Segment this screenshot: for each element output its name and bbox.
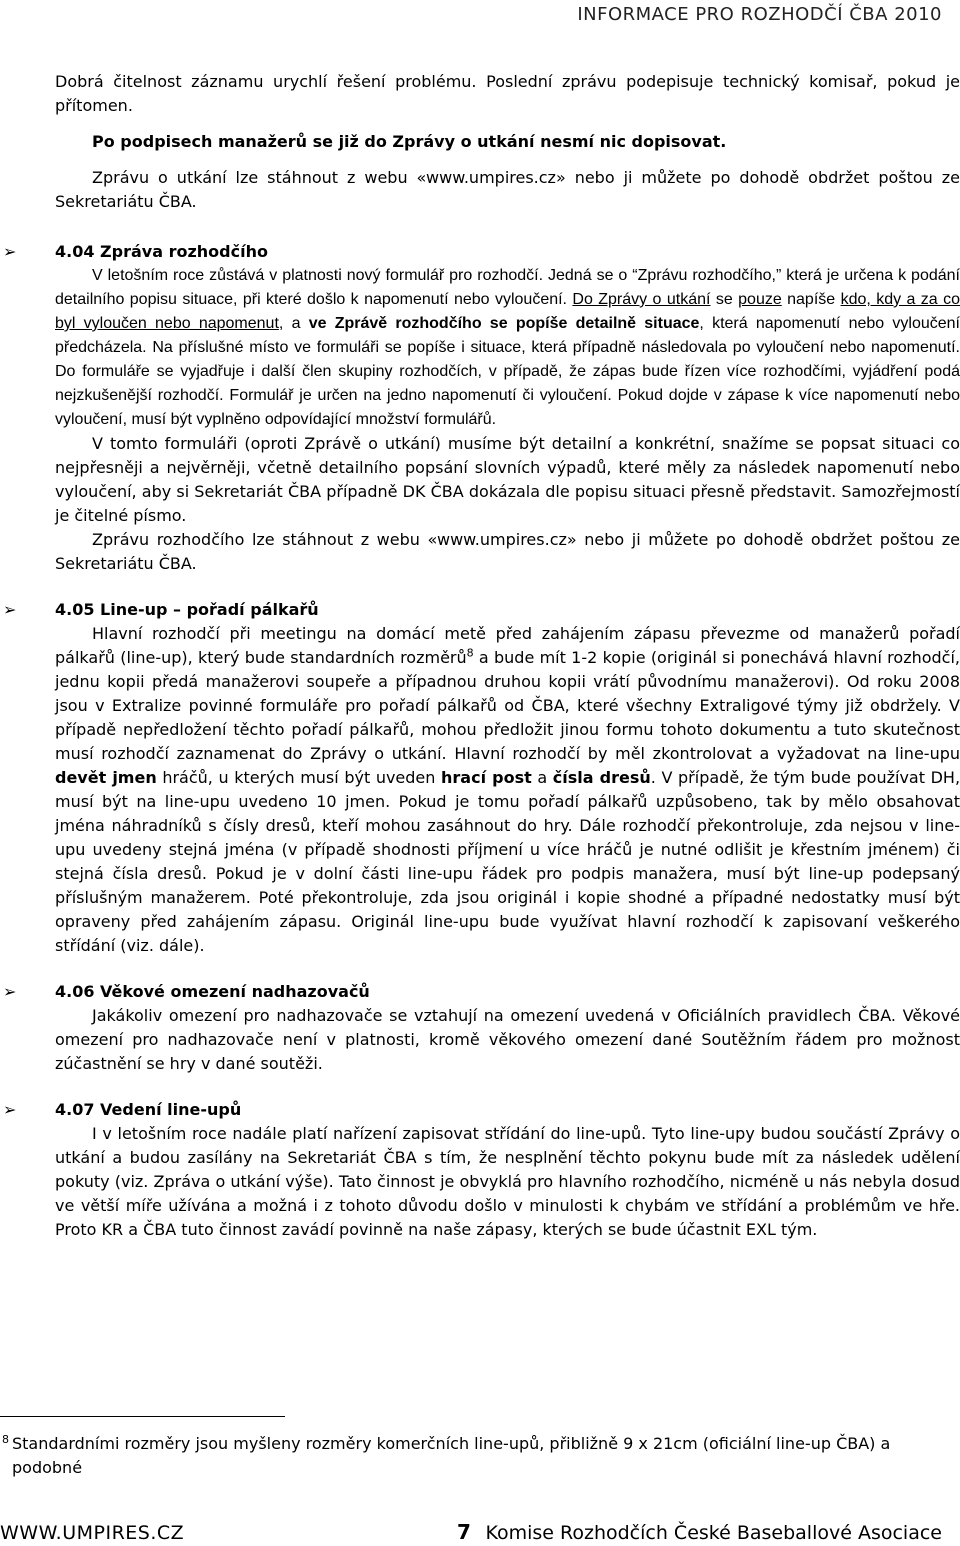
arrow-bullet-icon: ➢: [3, 600, 17, 619]
section-4-07: [3, 1098, 960, 1242]
section-title: 4.07 Vedení line-upů: [55, 1100, 242, 1119]
text-run: napíše: [781, 291, 841, 308]
section-paragraph: [55, 264, 960, 432]
text-run: a bude mít 1-2 kopie (originál si ponechává hlavní rozhodčí, jednu kopii předá manažerovi soupeře a případnou druhou kopii vrátí původnímu manažerovi). Od roku 2008 jsou v Extralize povinné formuláře pro pořadí pálkařů od ČBA, které všechny Extraligové týmy již obdržely. V případě nepředložení těchto pořadí pálkařů, mohou předložit jinou formu tohoto dokumentu a tuto skutečnost musí rozhodčí zaznamenat do Zprávy o utkání. Hlavní rozhodčí by měl zkontrolovat a vyžadovat na line-upu: [55, 648, 960, 763]
underlined-text: pouze: [738, 291, 782, 308]
footer-website: WWW.UMPIRES.CZ: [0, 1522, 185, 1544]
footnote: [0, 1432, 935, 1480]
text-run: , a: [278, 315, 309, 332]
page-content: [3, 70, 960, 1242]
intro-paragraph-3: Zprávu o utkání lze stáhnout z webu «www.umpires.cz» nebo ji můžete po dohodě obdržet poštou ze Sekretariátu ČBA.: [55, 168, 960, 211]
underlined-text: kdo, kdy a za co byl vyloučen nebo napomenut: [55, 291, 960, 332]
section-title: 4.04 Zpráva rozhodčího: [55, 242, 268, 261]
section-title: 4.05 Line-up – pořadí pálkařů: [55, 600, 319, 619]
footnote-mark: 8: [2, 1433, 9, 1446]
arrow-bullet-icon: ➢: [3, 1100, 17, 1119]
section-4-05: [3, 598, 960, 958]
section-paragraph: Zprávu rozhodčího lze stáhnout z webu «www.umpires.cz» nebo ji můžete po dohodě obdržet poštou ze Sekretariátu ČBA.: [55, 530, 960, 573]
arrow-bullet-icon: ➢: [3, 242, 17, 261]
running-header: INFORMACE PRO ROZHODČÍ ČBA 2010: [577, 4, 942, 25]
text-run: hráčů, u kterých musí být uveden: [156, 768, 442, 787]
arrow-bullet-icon: ➢: [3, 982, 17, 1001]
text-run: V letošním roce zůstává v platnosti nový formulář pro rozhodčí. Jedná se o “Zprávu rozhodčího,” která je určena k podání detailního popisu situace, při které došlo k napomenutí nebo vyloučení.: [55, 267, 960, 308]
page-footer: [0, 1522, 960, 1546]
section-paragraph: [55, 622, 960, 958]
text-run: . V případě, že tým bude používat DH, musí být na line-upu uvedeno 10 jmen. Pokud je tomu pořadí pálkařů uzpůsobeno, tak by mělo obsahovat jména náhradníků s čísly dresů, kteří mohou zasáhnout do hry. Dále rozhodčí překontroluje, zda nejsou v line-upu uvedeny stejná jména (v případě shodnosti příjmení u více hráčů je nutné odlišit je křestním jménem) či stejná čísla dresů. Pokud je v dolní části line-upu řádek pro podpis manažera, musí být line-up podepsaný příslušným manažerem. Poté překontroluje, zda jsou originál i kopie shodné a případné nedostatky musí být opraveny před zahájením zápasu. Originál line-upu bude využívat hlavní rozhodčí k zapisovaní veškerého střídání (viz. dále).: [55, 768, 960, 955]
intro-paragraph-2: Po podpisech manažerů se již do Zprávy o utkání nesmí nic dopisovat.: [92, 132, 727, 151]
section-heading: [3, 240, 960, 264]
section-heading: [3, 1098, 960, 1122]
footnote-reference: 8: [466, 646, 474, 660]
footnote-text: Standardními rozměry jsou myšleny rozměry komerčních line-upů, přibližně 9 x 21cm (oficiální line-up ČBA) a podobné: [12, 1434, 891, 1477]
underlined-text: Do Zprávy o utkání: [572, 291, 711, 308]
section-paragraph: I v letošním roce nadále platí nařízení zapisovat střídání do line-upů. Tyto line-upy budou součástí Zprávy o utkání a budou zasílány na Sekretariát ČBA s tím, že nesplnění těchto pokynu bude mít za následek udělení pokuty (viz. Zpráva o utkání výše). Tato činnost je obvyklá pro hlavního rozhodčího, nicméně u nás nebyla dosud ve větší míře užívána a možná i z tohoto důvodu došlo v minulosti k chybám ve střídání a problémům ve hře. Proto KR a ČBA tuto činnost zavádí povinně na naše zápasy, kterých se bude účastnit EXL tým.: [55, 1124, 960, 1239]
text-run: Hlavní rozhodčí při meetingu na domácí metě před zahájením zápasu převezme od manažerů pořadí pálkařů (line-up), který bude standardních rozměrů: [55, 624, 960, 667]
bold-text: hrací post: [441, 768, 532, 787]
section-paragraph: V tomto formuláři (oproti Zprávě o utkání) musíme být detailní a konkrétní, snažíme se popsat situaci co nejpřesněji a nejvěrněji, včetně detailního popsání slovních výpadů, které měly za následek napomenutí nebo vyloučení, aby si Sekretariát ČBA případně DK ČBA dokázala dle popisu situaci přesně představit. Samozřejmostí je čitelné písmo.: [55, 434, 960, 525]
section-title: 4.06 Věkové omezení nadhazovačů: [55, 982, 370, 1001]
bold-text: čísla dresů: [552, 768, 651, 787]
intro-paragraph-1: Dobrá čitelnost záznamu urychlí řešení problému. Poslední zprávu podepisuje technický komisař, pokud je přítomen.: [55, 72, 960, 115]
footer-organization: Komise Rozhodčích České Baseballové Asociace: [485, 1522, 942, 1544]
section-4-04: [3, 240, 960, 576]
section-heading: [3, 598, 960, 622]
bold-text: ve Zprávě rozhodčího se popíše detailně situace: [308, 315, 700, 332]
section-paragraph: Jakákoliv omezení pro nadhazovače se vztahují na omezení uvedená v Oficiálních pravidlech ČBA. Věkové omezení pro nadhazovače není v platnosti, kromě věkového omezení dané Soutěžním řádem pro možnost zúčastnění se hry v dané soutěži.: [55, 1006, 960, 1073]
text-run: , která napomenutí nebo vyloučení předcházela. Na příslušné místo ve formuláři se popíše i situace, která případně následovala po vyloučení nebo napomenutí. Do formuláře se vyjadřuje i další člen skupiny rozhodčích, v případě, že zápas bude řízen více rozhodčími, vyjádření podá nejzkušenější rozhodčí. Formulář je určen na jedno napomenutí či vyloučení. Pokud dojde v zápase k více napomenutí nebo vyloučení, musí být vyplněno odpovídající množství formulářů.: [55, 315, 960, 428]
footnote-separator: [0, 1416, 285, 1417]
bold-text: devět jmen: [55, 768, 157, 787]
page-number: 7: [457, 1520, 471, 1544]
section-4-06: [3, 980, 960, 1076]
text-run: se: [710, 291, 739, 308]
text-run: a: [531, 768, 553, 787]
section-heading: [3, 980, 960, 1004]
